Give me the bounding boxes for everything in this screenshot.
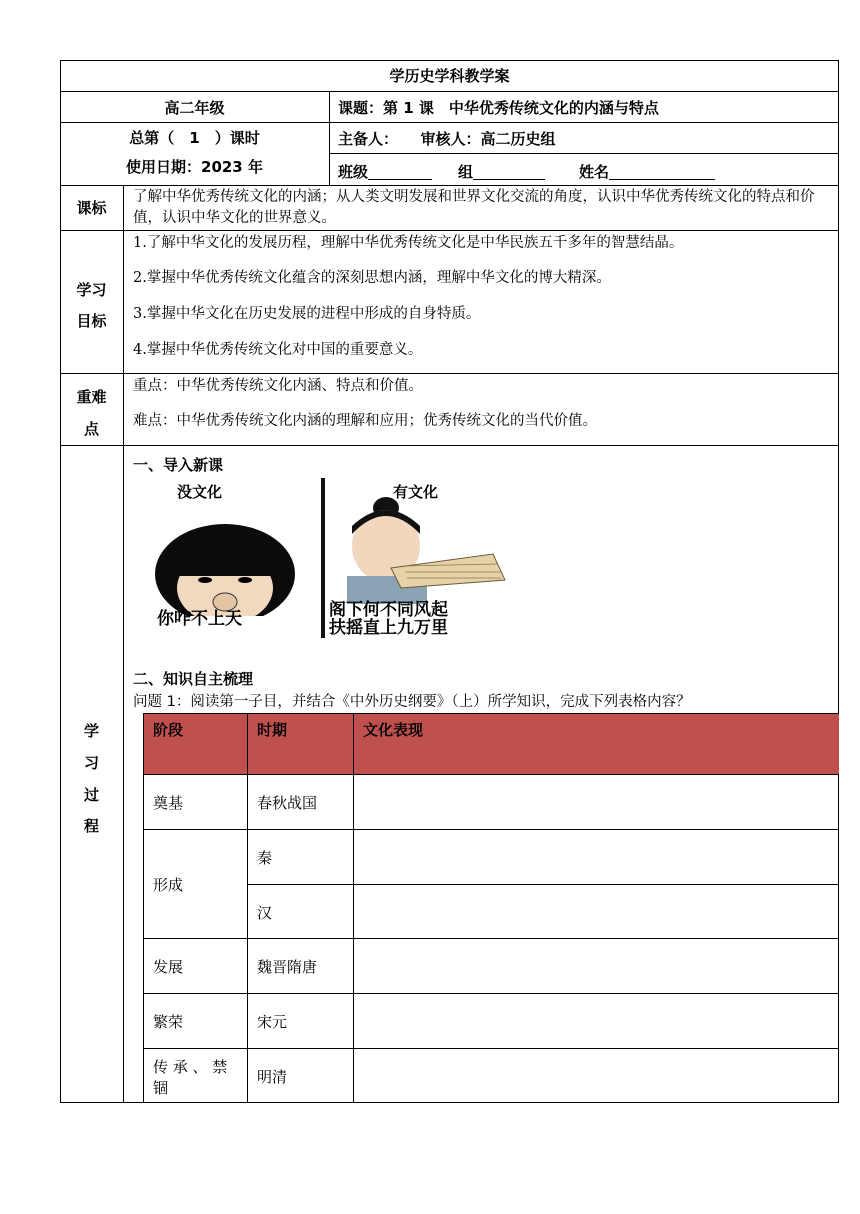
rule [60,373,839,374]
rule [60,230,839,231]
period-cell: 魏晋隋唐 [257,958,318,976]
lesson-title: 课题：第 1 课 中华优秀传统文化的内涵与特点 [338,99,659,117]
objectives-label-1: 学习 [76,281,107,299]
date-label: 使用日期：2023 年 [126,158,263,176]
culture-answer-cell[interactable] [354,939,839,993]
rule [60,91,839,92]
process-label-char: 习 [83,754,99,772]
focus-point: 重点：中华优秀传统文化内涵、特点和价值。 [133,378,423,394]
meme-divider [321,478,325,638]
objective-item: 1.了解中华文化的发展历程，理解中华优秀传统文化是中华民族五千多年的智慧结晶。 [133,235,684,251]
keypoints-label-1: 重难 [76,388,107,406]
curriculum-text: 了解中华优秀传统文化的内涵；从人类文明发展和世界文化交流的角度，认识中华优秀传统文化的特点和价值，认识中华文化的世界意义。 [133,189,815,226]
name-label: 姓名 [579,163,610,181]
period-cell: 明清 [257,1068,288,1086]
header-stage: 阶段 [153,721,184,739]
culture-answer-cell[interactable] [354,994,839,1048]
meme-left-title: 没文化 [177,483,223,501]
objectives-label-2: 目标 [76,312,107,330]
culture-answer-cell[interactable] [354,1049,839,1102]
question-1: 问题 1：阅读第一子目，并结合《中外历史纲要》（上）所学知识，完成下列表格内容？ [133,694,691,710]
meme-right-caption-2: 扶摇直上九万里 [329,618,448,638]
process-label-char: 程 [83,817,99,835]
class-group-name-line [338,163,715,181]
stage-cell: 锢 [153,1079,169,1097]
stage-cell: 繁荣 [153,1013,184,1031]
grade-label: 高二年级 [164,99,225,117]
process-label-char: 过 [83,786,99,804]
stage-cell: 形成 [153,876,184,894]
curriculum-label: 课标 [76,199,107,217]
meme-image [133,476,526,638]
section-intro-heading: 一、导入新课 [133,456,224,474]
meme-right-caption-1: 阁下何不同风起 [329,600,448,620]
group-label: 组 [458,163,474,181]
stage-table [143,713,839,1103]
culture-answer-cell[interactable] [354,775,839,829]
process-label-char: 学 [83,722,99,740]
rule [60,185,839,186]
period-cell: 宋元 [257,1013,288,1031]
period-count: 总第（ 1 ）课时 [129,129,260,147]
class-blank[interactable] [368,164,432,180]
rule [329,153,839,154]
keypoints-label-2: 点 [83,420,99,438]
rule [329,91,330,185]
objective-item: 2.掌握中华优秀传统文化蕴含的深刻思想内涵，理解中华文化的博大精深。 [133,270,611,286]
header-period: 时期 [257,721,288,739]
stage-cell: 发展 [153,958,184,976]
group-blank[interactable] [473,164,545,180]
rule [60,122,839,123]
period-cell: 秦 [257,849,273,867]
preparer-info: 主备人： 审核人：高二历史组 [338,130,556,148]
rule [60,445,839,446]
stage-cell: 奠基 [153,794,184,812]
objective-item: 3.掌握中华文化在历史发展的进程中形成的自身特质。 [133,306,481,322]
period-cell: 汉 [257,904,273,922]
name-blank[interactable] [609,164,715,180]
period-cell: 春秋战国 [257,794,318,812]
header-culture: 文化表现 [363,721,424,739]
difficulty-point: 难点：中华优秀传统文化内涵的理解和应用；优秀传统文化的当代价值。 [133,413,597,429]
objective-item: 4.掌握中华优秀传统文化对中国的重要意义。 [133,342,423,358]
rule [123,185,124,1103]
culture-answer-cell[interactable] [354,885,839,938]
page-title: 学历史学科教学案 [389,67,510,85]
section-knowledge-heading: 二、知识自主梳理 [133,670,254,688]
class-label: 班级 [338,163,369,181]
stage-cell: 传 承 、 禁 [153,1058,228,1076]
meme-right-title: 有文化 [393,483,439,501]
culture-answer-cell[interactable] [354,830,839,884]
meme-left-caption: 你咋不上天 [157,609,242,629]
